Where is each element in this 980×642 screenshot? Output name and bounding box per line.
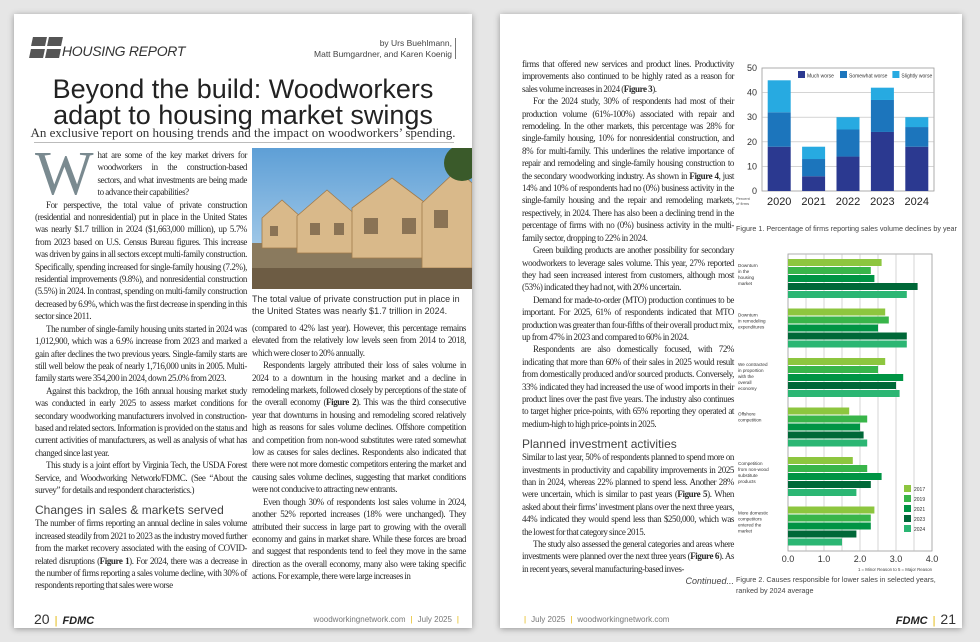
legend-label: 2017	[914, 487, 926, 493]
legend-label: 2021	[914, 507, 926, 513]
legend-swatch	[892, 71, 899, 78]
category-label: Downturn in remodeling expenditures	[738, 312, 766, 330]
bar-segment	[802, 159, 825, 176]
y-tick-label: 50	[746, 63, 757, 73]
bar	[788, 424, 860, 431]
bar	[788, 317, 889, 324]
category-label: Downturn in the housing market	[738, 263, 758, 286]
bar	[788, 382, 896, 389]
bar	[788, 515, 871, 522]
legend-swatch	[904, 505, 911, 512]
paragraph: For the 2024 study, 30% of respondents had most of their production volume (61%-100%) associated with repair and remodeling. In the other markets, this percentage was 28% for single-family housing, 10% for nonresidential construction, and 8% for multi-family. This underlines the relative importance of repair and remodeling and single-family housing construction to the secondary woodworking industry. As shown in Figure 4, just 14% and 10% of respondents had no (0%) business activity in the single-family housing and the repair and remodeling markets, respectively, in 2024. There has also been a declining trend in the percentage of firms with no (0%) business activity in the multi-family sector, dropping to 22% in 2024.	[522, 96, 734, 243]
figure-reference: Figure 5	[677, 489, 708, 500]
figure-caption: Figure 2. Causes responsible for lower sales in selected years, ranked by 2024 average	[736, 575, 936, 595]
bar	[788, 531, 856, 538]
bar	[788, 358, 885, 365]
x-tick-label: 2022	[835, 196, 861, 208]
paragraph: Respondents are also domestically focused, with 72% indicating that more than 60% of their sales in 2025 would result from domestically produced and/or sourced products. Conversely, 33% indicated they had increased the use of wood imports in their product lines over the past five years. The industry also continues to target higher price-points, with 65% reporting they operated at medium-high to high price-points in 2025.	[522, 344, 734, 429]
legend-label: 2024	[914, 527, 926, 533]
category-label: Offshore competition	[738, 411, 762, 423]
y-axis-label: Percent of firms	[736, 196, 750, 206]
bar	[788, 440, 867, 447]
legend-label: 2019	[914, 497, 926, 503]
y-tick-label: 10	[746, 161, 757, 172]
section-label: HOUSING REPORT	[62, 43, 186, 59]
figure-reference: Figure 2	[326, 397, 357, 408]
bar-segment	[871, 100, 894, 132]
y-tick-label: 40	[746, 87, 757, 98]
legend-label: Much worse	[807, 73, 834, 80]
bar	[788, 267, 871, 274]
legend-label: Somewhat worse	[849, 73, 888, 80]
bar-segment	[837, 157, 860, 191]
paragraph: The number of single-family housing units started in 2024 was 1,012,900, which was a 6.9% increase from 2023 and marked a gain after declines the two previous years. Single-family starts are still well below the peak of nearly 1,716,000 units in 2005. Multi-family starts were 354,200 in 2024, down 25.0% from 2023.	[35, 323, 247, 384]
x-tick-label: 2.0	[853, 554, 867, 564]
bar-segment	[905, 117, 928, 127]
category-label: More domestic competitors entered the market	[738, 510, 769, 534]
figure-reference: Figure 6	[690, 551, 720, 562]
paragraph: The study also assessed the general categories and areas where investments were planned over the next three years (Figure 6). As in recent years, several manufacturing-based inves-	[522, 539, 735, 574]
x-tick-label: 2021	[801, 196, 826, 208]
bar-segment	[802, 176, 825, 191]
page-number: FDMC | 21	[895, 611, 956, 627]
paragraph: (compared to 42% last year). However, this percentage remains elevated from the relatively low levels seen from 2014 to 2018, which were closer to 20% annually.	[252, 323, 466, 358]
paragraph: firms that offered new services and product lines. Productivity improvements also continued to be highly rated as a reason for sales volume increases in 2024 (Figure 3).	[522, 59, 734, 94]
bar-segment	[768, 112, 791, 146]
bar-segment	[871, 88, 894, 100]
bar	[788, 507, 874, 514]
bar	[788, 366, 878, 373]
bar-segment	[871, 132, 894, 191]
bar	[788, 341, 907, 348]
legend-swatch	[840, 71, 847, 78]
paragraph: This study is a joint effort by Virginia Tech, the USDA Forest Service, and Woodworking Network/FDMC. (See “About the survey” for details and respondent characteristics.)	[35, 460, 247, 495]
bar	[788, 473, 882, 480]
subheading: Changes in sales & markets served	[35, 503, 224, 518]
bar-segment	[768, 147, 791, 191]
bar	[788, 416, 867, 423]
drop-cap: W	[35, 140, 94, 208]
category-label: Competition from non-wood substitute products	[738, 461, 769, 484]
figure-reference: Figure 3	[623, 83, 653, 94]
bar	[788, 465, 867, 472]
deck: An exclusive report on housing trends and the impact on woodworkers’ spending.	[30, 125, 456, 140]
paragraph: Even though 30% of respondents lost sales volume in 2024, another 52% reported increases (18% were unchanged). They attributed their success in large part to growing with the overall economy and gains in market share. While these forces are broad and suggest that respondents tend to feel they move in the same direction as the overall economy, many also were taking specific actions. For example, there were large increases in	[252, 496, 466, 582]
brand-logo: FDMC	[895, 615, 928, 627]
page-footer: | July 2025 | woodworkingnetwork.com	[524, 615, 670, 624]
subheading: Planned investment activities	[522, 437, 677, 452]
bar	[788, 489, 856, 496]
bar	[788, 283, 918, 290]
photo-caption: The total value of private construction put in place in the United States was nearly $1.7 trillion in 2024.	[252, 294, 460, 316]
y-tick-label: 30	[746, 112, 757, 123]
bar-segment	[837, 130, 860, 157]
body-column	[522, 58, 734, 588]
bar	[788, 390, 900, 397]
bar-segment	[905, 127, 928, 147]
paragraph: Respondents largely attributed their loss of sales volume in 2024 to a downturn in the housing market and a decline in remodeling markets, followed closely by perceptions of the state of the overall economy (Figure 2). This was the third consecutive year that downturns in housing and remodeling scored relatively high as reasons for sales volume declines. Offshore competition and competition from non-wood substitutes were rated somewhat low as causes for sales declines. Respondents also indicated that there were not more domestic competitors entering the market and causing sales volume declines, suggesting that market conditions were not conducive to attracting new entrants.	[252, 360, 467, 495]
bar	[788, 481, 871, 488]
legend-swatch	[798, 71, 805, 78]
y-tick-label: 0	[751, 186, 757, 196]
paragraph: Green building products are another possibility for secondary woodworkers to leverage sales volume. This year, 27% reported they had seen increased interest from customers, although most (53%) indicated they had not, with 20% uncertain.	[522, 245, 734, 293]
page-footer: woodworkingnetwork.com | July 2025 |	[313, 615, 459, 624]
byline: by Urs Buehlmann, Matt Bumgardner, and Karen Koenig	[314, 38, 456, 59]
bar	[788, 539, 842, 546]
construction-photo	[252, 148, 472, 289]
bar	[788, 309, 885, 316]
figure-caption: Figure 1. Percentage of firms reporting sales volume declines by year	[736, 224, 957, 233]
legend-label: 2023	[914, 517, 926, 523]
paragraph: What are some of the key market drivers for woodworkers in the construction-based sectors, and what investments are being made to advance their capabilities?	[35, 140, 247, 208]
bar	[788, 523, 871, 530]
x-tick-label: 2020	[766, 196, 792, 208]
body-column-2	[252, 322, 466, 583]
bar-segment	[802, 147, 825, 159]
category-label: We contracted in proportion with the overall economy	[738, 362, 768, 391]
page-number: 20 | FDMC	[34, 611, 95, 627]
bar	[788, 259, 882, 266]
figure-reference: Figure 1	[99, 555, 130, 566]
y-tick-label: 20	[746, 136, 757, 147]
x-tick-label: 2024	[904, 196, 930, 208]
x-tick-label: 3.0	[889, 554, 903, 564]
legend-swatch	[904, 495, 911, 502]
bar	[788, 374, 903, 381]
headline: Beyond the build: Woodworkers adapt to housing market swings	[52, 74, 434, 130]
x-tick-label: 0.0	[781, 554, 795, 564]
left-page	[14, 14, 472, 628]
bar	[788, 408, 849, 415]
x-tick-label: 2023	[870, 196, 895, 208]
x-axis-note: 1 = Minor Reason to 5 = Major Reason	[857, 567, 932, 572]
bar	[788, 275, 874, 282]
bar	[788, 457, 853, 464]
x-tick-label: 1.0	[817, 554, 831, 564]
bar	[788, 291, 907, 298]
bar-segment	[837, 117, 860, 129]
x-tick-label: 4.0	[925, 554, 939, 564]
legend-swatch	[904, 525, 911, 532]
bar	[788, 325, 878, 332]
bar	[788, 432, 864, 439]
right-page	[500, 14, 962, 628]
bar-segment	[905, 147, 928, 191]
paragraph: Against this backdrop, the 16th annual housing market study was conducted in early 2025 to assess market conditions for secondary woodworking manufacturers involved in construction-based and related sectors. Information is provided on the status and current activities of manufacturers, as well as analysis of what has changed since last year.	[35, 385, 247, 458]
paragraph: For perspective, the total value of private construction (residential and nonresidential) put in place in the United States was nearly $1.7 trillion in 2024 ($1,663,000 million), up 5.7% from 2023 based on U.S. Census Bureau figures. This increase was driven by gains in all sectors except multi-family construction. Specifically, spending increased for single-family housing (7.2%), residential improvements (9.8%), and nonresidential construction (5.5%) in 2024. In contrast, spending on multi-family construction decreased by 6.9%, which was the first decrease in spending in this sector since 2011.	[35, 199, 247, 322]
continued-label: Continued...	[685, 576, 734, 587]
figure-2-chart	[736, 236, 962, 606]
legend-swatch	[904, 485, 911, 492]
figure-reference: Figure 4	[689, 170, 719, 181]
divider	[34, 142, 454, 143]
body-column-1	[35, 140, 248, 592]
bar-segment	[768, 80, 791, 112]
figure-1-chart	[736, 54, 962, 234]
legend-label: Slightly worse	[901, 73, 933, 80]
paragraph: The number of firms reporting an annual decline in sales volume increased steadily from 2021 to 2023 as the industry moved further from the market recovery associated with the easing of COVID-related disruptions (Figure 1). For 2024, there was a decrease in the number of firms reporting a sales volume decline, with 30% of respondents reporting that sales were worse	[35, 518, 248, 591]
brand-logo: FDMC	[62, 615, 95, 627]
legend-swatch	[904, 515, 911, 522]
bar	[788, 333, 907, 340]
paragraph: Similar to last year, 50% of respondents planned to spend more on investments in productivity and capability improvements in 2025 than in 2024, whereas 22% planned to spend less. Another 28% were uncertain, which is similar to past years (Figure 5). When asked about their firms’ investment plans over the next three years, 44% indicated they would spend less than $250,000, which was the lowest for that category since 2015.	[522, 452, 735, 537]
paragraph: Demand for made-to-order (MTO) production continues to be important. For 2025, 61% of respondents indicated that MTO production was greater than four-fifths of their overall product mix, up from 47% in 2023 and compared to 60% in 2024.	[522, 294, 734, 342]
